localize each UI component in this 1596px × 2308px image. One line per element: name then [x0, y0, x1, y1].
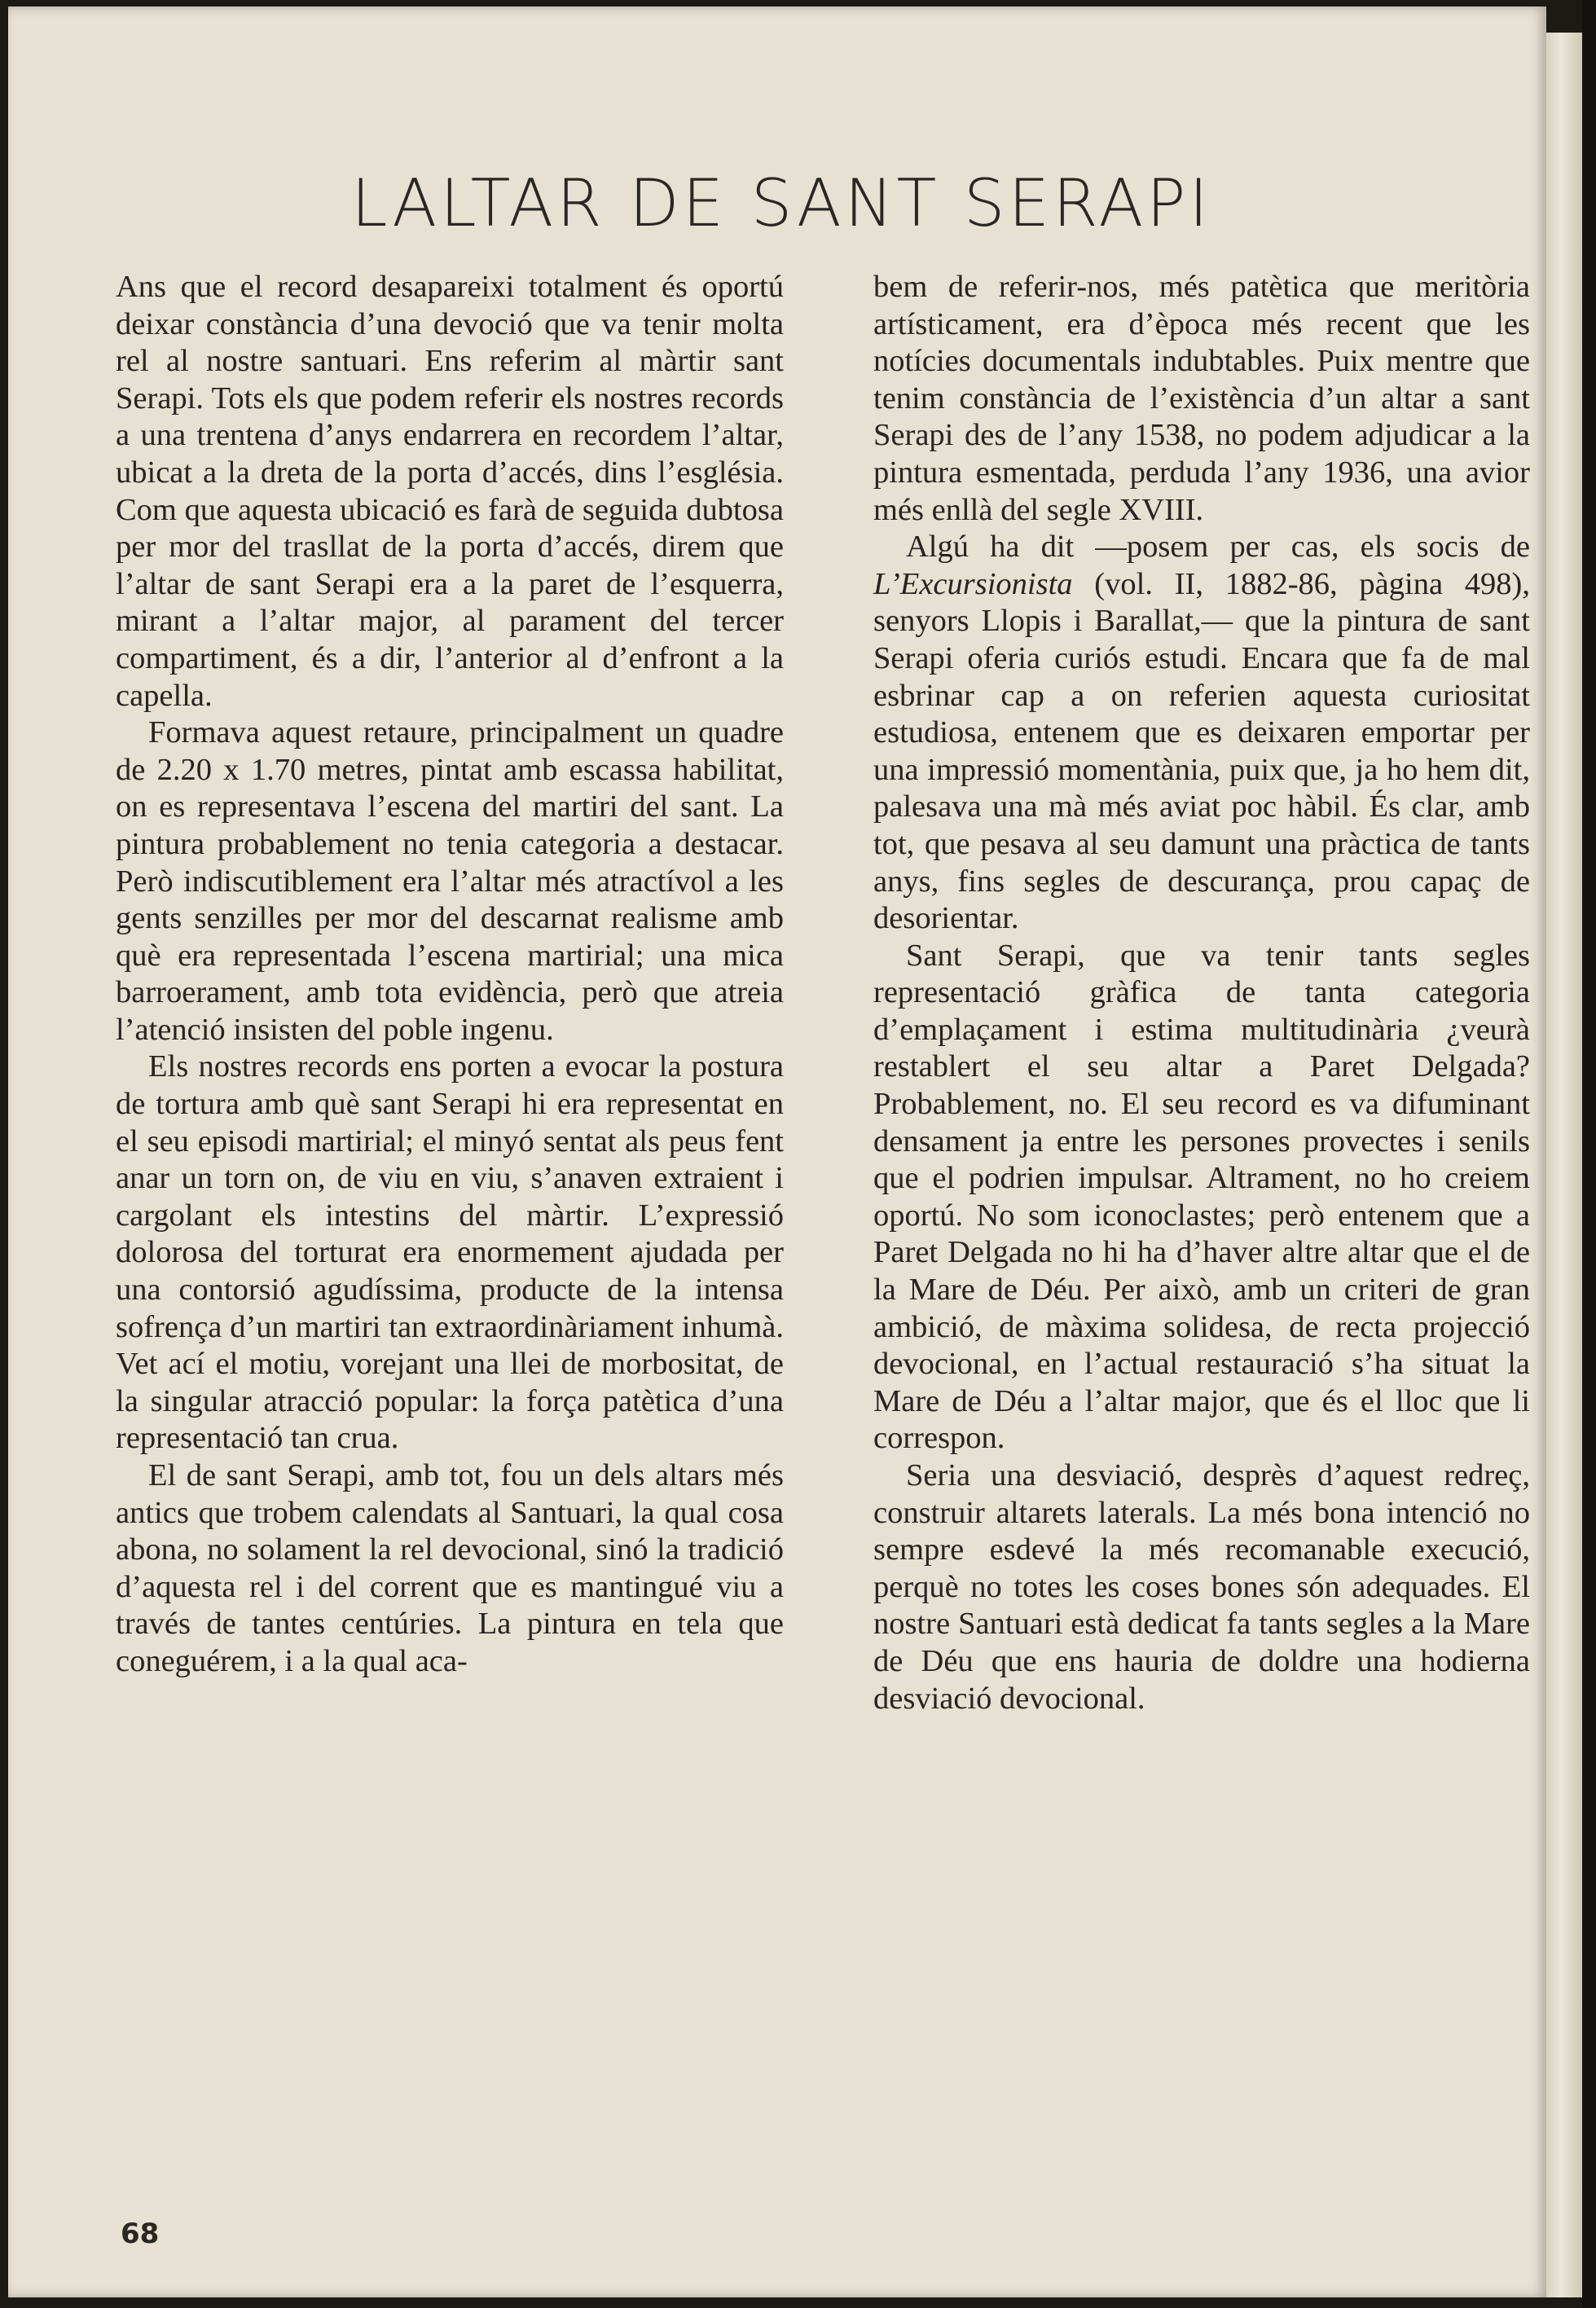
article-title: LALTAR DE SANT SERAPI	[350, 165, 1212, 241]
paragraph-1: Ans que el record desapareixi totalment és oportú deixar constància d’una devoció que va tenir molta rel al nostre santuari. Ens referim al màrtir sant Serapi. Tots els que podem referir els nostres records a una trentena d’anys endarrera en recordem l’altar, ubicat a la dreta de la porta d’accés, dins l’església. Com que aquesta ubicació es farà de seguida dubtosa per mor del trasllat de la porta d’accés, direm que l’altar de sant Serapi era a la paret de l’esquerra, mirant a l’altar major, al parament del tercer compartiment, és a dir, l’anterior al d’enfront a la capella.	[116, 270, 784, 713]
paragraph-4: El de sant Serapi, amb tot, fou un dels altars més antics que trobem calendats al Santuari, la qual cosa abona, no solament la rel devocional, sinó la tradició d’aquesta rel i del corrent que es mantingué viu a través de tantes centúries. La pintura en tela que coneguérem, i a la qual aca-	[116, 1458, 784, 1678]
paragraph-6	[873, 529, 1530, 938]
paragraph-8: Seria una desviació, desprès d’aquest redreç, construir altarets laterals. La més bona intenció no sempre esdevé la més recomanable execució, perquè no totes les coses bones són adequades. El nostre Santuari està dedicat fa tants segles a la Mare de Déu que ens hauria de doldre una hodierna desviació devocional.	[873, 1458, 1530, 1716]
paragraph-6-rest: (vol. II, 1882-86, pàgina 498), senyors Llopis i Barallat,— que la pintura de sant Serapi oferia curiós estudi. Encara que fa de mal esbrinar cap a on referien aquesta curiositat estudiosa, entenem que es deixaren emportar per una impressió momentània, puix que, ja ho hem dit, palesava una mà més aviat poc hàbil. És clar, amb tot, que pesava al seu damunt una pràctica de tants anys, fins segles de descurança, prou capaç de desorientar.	[873, 566, 1530, 936]
paragraph-7: Sant Serapi, que va tenir tants segles representació gràfica de tanta categoria d’emplaçament i estima multitudinària ¿veurà restablert el seu altar a Paret Delgada? Probablement, no. El seu record es va difuminant densament ja entre les persones provectes i senils que el podrien impulsar. Altrament, no ho creiem oportú. No som iconoclastes; però entenem que a Paret Delgada no hi ha d’haver altre altar que el de la Mare de Déu. Per això, amb un criteri de gran ambició, de màxima solidesa, de recta projecció devocional, en l’actual restauració s’ha situat la Mare de Déu a l’altar major, que és el lloc que li correspon.	[873, 938, 1530, 1456]
page-number: 68	[121, 2218, 160, 2250]
paragraph-3: Els nostres records ens porten a evocar la postura de tortura amb què sant Serapi hi era representat en el seu episodi martirial; el minyó sentat als peus fent anar un torn on, de viu en viu, s’anaven extraient i cargolant els intestins del màrtir. L’expressió dolorosa del torturat era enormement ajudada per una contorsió agudíssima, producte de la intensa sofrença d’un martiri tan extraordinàriament inhumà. Vet ací el motiu, vorejant una llei de morbositat, de la singular atracció popular: la força patètica d’una representació tan crua.	[116, 1049, 784, 1456]
right-column	[873, 269, 1530, 1717]
journal-title: L’Excursionista	[873, 566, 1073, 601]
left-column	[116, 269, 784, 1681]
scan-border	[1582, 0, 1596, 2308]
paragraph-6-start: Algú ha dit —posem per cas, els socis de	[906, 530, 1530, 565]
paragraph-2: Formava aquest retaure, principalment un quadre de 2.20 x 1.70 metres, pintat amb escassa habilitat, on es representava l’escena del martiri del sant. La pintura probablement no tenia categoria a destacar. Però indiscutiblement era l’altar més atractívol a les gents senzilles per mor del descarnat realisme amb què era representada l’escena martirial; una mica barroerament, amb tota evidència, però que atreia l’atenció insisten del poble ingenu.	[116, 715, 784, 1047]
facing-page-edge	[1546, 33, 1582, 2297]
paragraph-5: bem de referir-nos, més patètica que meritòria artísticament, era d’època més recent que les notícies documentals indubtables. Puix mentre que tenim constància de l’existència d’un altar a sant Serapi des de l’any 1538, no podem adjudicar a la pintura esmentada, perduda l’any 1936, una avior més enllà del segle XVIII.	[873, 270, 1530, 527]
